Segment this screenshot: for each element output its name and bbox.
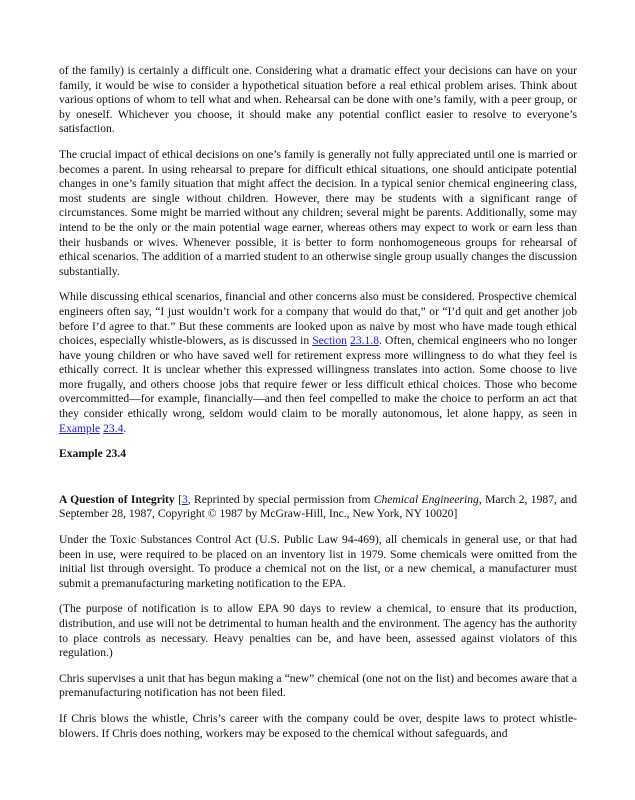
paragraph-family-impact: The crucial impact of ethical decisions on one’s family is generally not fully appreciated until one is married or becomes a parent. In using rehearsal to prepare for difficult ethical situations, one should anticipate potential changes in one’s family situation that might affect the decision. In a typical senior chemical engineering class, most students are single without children. However, there may be students with a significant range of circumstances. Some might be married without any children; several might be parents. Additionally, some may intend to be the only or the main potential wage earner, whereas others may expect to work or earn less than their husbands or wives. Whenever possible, it is better to form nonhomogeneous groups for rehearsal of ethical scenarios. The addition of a married student to an otherwise single group usually changes the discussion substantially. [59, 147, 577, 278]
example-title: A Question of Integrity [59, 492, 175, 506]
example-link[interactable]: Example [59, 421, 101, 435]
text-run: , March 2, 1987, and September 28, 1987, Copyright © 1987 by McGraw-Hill, Inc., New York, NY 10020] [59, 492, 577, 521]
paragraph-financial-concerns [59, 290, 577, 436]
text-run: While discussing ethical scenarios, financial and other concerns also must be considered. Prospective chemical engineers often say, “I just wouldn’t work for a company that would do that,” or “I’d quit and get another job before I’d agree to that.” But these comments are looked upon as naive by most who have made tough ethical choices, especially whistle-blowers, as is discussed in [59, 290, 577, 348]
paragraph-notification-purpose: (The purpose of notification is to allow EPA 90 days to review a chemical, to ensure that its production, distribution, and use will not be detrimental to human health and the environment. The agency has the authority to place controls as necessary. Heavy penalties can be, and have been, assessed against violators of this regulation.) [59, 602, 577, 660]
example-number-link[interactable]: 23.4 [103, 421, 124, 435]
document-page [59, 64, 577, 752]
text-run: , Reprinted by special permission from [187, 492, 374, 506]
example-heading: Example 23.4 [59, 447, 126, 461]
paragraph-family-rehearsal: of the family) is certainly a difficult one. Considering what a dramatic effect your decisions can have on your family, it would be wise to consider a hypothetical situation before a real ethical problem arises. Think about various options of whom to tell what and when. Rehearsal can be done with one’s family, with a peer group, or by oneself. Whichever you choose, it should make any potential conflict easier to resolve to everyone’s satisfaction. [59, 64, 577, 136]
section-number-link[interactable]: 23.1.8 [350, 334, 380, 348]
paragraph-tsca: Under the Toxic Substances Control Act (U.S. Public Law 94-469), all chemicals in general use, or that had been in use, were required to be placed on an inventory list in 1979. Some chemicals were omitted from the initial list through oversight. To produce a chemical not on the list, or a new chemical, a manufacturer must submit a premanufacturing marketing notification to the EPA. [59, 533, 577, 590]
text-run: . Often, chemical engineers who no longer have young children or who have saved well for retirement express more willingness to do what they feel is ethically correct. It is unclear whether this expressed willingness translates into action. Some choose to live more frugally, and others choose jobs that require fewer or less difficult ethical choices. Those who become overcommitted—for example, financially—and then feel compelled to make the choice to perform an act that they consider ethically wrong, seldom would claim to be morally autonomous, let alone happy, as seen in [59, 334, 577, 421]
reference-link[interactable]: 3 [181, 492, 188, 506]
section-link[interactable]: Section [312, 334, 347, 348]
paragraph-chris-unit: Chris supervises a unit that has begun making a “new” chemical (one not on the list) and becomes aware that a premanufacturing notification has not been filed. [59, 671, 577, 700]
text-run: [ [174, 492, 182, 506]
journal-name: Chemical Engineering [373, 492, 479, 506]
text-run: . [123, 421, 127, 435]
example-title-paragraph [59, 493, 577, 522]
paragraph-whistle-blow: If Chris blows the whistle, Chris’s career with the company could be over, despite laws to protect whistle-blowers. If Chris does nothing, workers may be exposed to the chemical without safeguards, and [59, 711, 577, 740]
